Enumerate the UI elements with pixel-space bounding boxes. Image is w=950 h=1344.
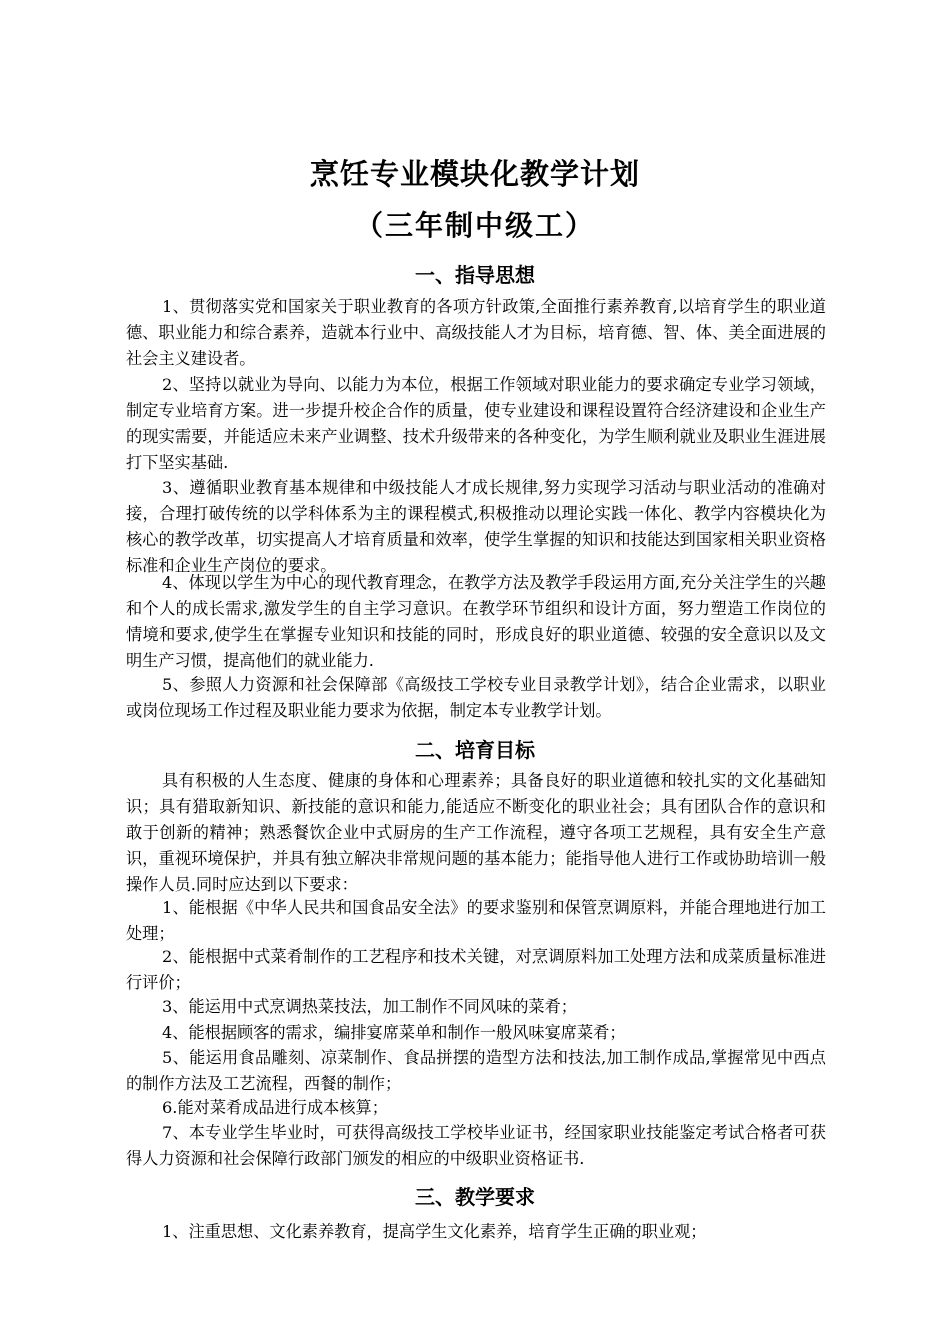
paragraph: 5、参照人力资源和社会保障部《高级技工学校专业目录教学计划》，结合企业需求，以职业或岗位现场工作过程及职业能力要求为依据，制定本专业教学计划。 xyxy=(126,675,826,720)
paragraph: 2、能根据中式菜肴制作的工艺程序和技术关键，对烹调原料加工处理方法和成菜质量标准进行评价； xyxy=(126,947,826,992)
paragraph: 6.能对菜肴成品进行成本核算； xyxy=(162,1098,388,1117)
paragraph: 1、能根据《中华人民共和国食品安全法》的要求鉴别和保管烹调原料，并能合理地进行加工处理； xyxy=(126,898,826,943)
paragraph: 3、遵循职业教育基本规律和中级技能人才成长规律,努力实现学习活动与职业活动的准确对接，合理打破传统的以学科体系为主的课程模式,积极推动以理论实践一体化、教学内容模块化为核心的教学改革，切实提高人才培育质量和效率，使学生掌握的知识和技能达到国家相关职业资格标准和企业生产岗位的要求。 xyxy=(126,478,826,575)
section-heading-training-objectives: 二、培育目标 xyxy=(415,738,535,762)
paragraph: 4、能根据顾客的需求，编排宴席菜单和制作一般风味宴席菜肴； xyxy=(162,1023,626,1042)
paragraph: 7、本专业学生毕业时，可获得高级技工学校毕业证书，经国家职业技能鉴定考试合格者可获得人力资源和社会保障行政部门颁发的相应的中级职业资格证书. xyxy=(126,1123,826,1168)
paragraph: 具有积极的人生态度、健康的身体和心理素养；具备良好的职业道德和较扎实的文化基础知识；具有猎取新知识、新技能的意识和能力,能适应不断变化的职业社会；具有团队合作的意识和敢于创新的精神；熟悉餐饮企业中式厨房的生产工作流程，遵守各项工艺规程，具有安全生产意识，重视环境保护，并具有独立解决非常规问题的基本能力；能指导他人进行工作或协助培训一般操作人员.同时应达到以下要求： xyxy=(126,771,826,894)
paragraph: 2、坚持以就业为导向、以能力为本位，根据工作领域对职业能力的要求确定专业学习领域，制定专业培育方案。进一步提升校企合作的质量，使专业建设和课程设置符合经济建设和企业生产的现实需要，并能适应未来产业调整、技术升级带来的各种变化，为学生顺利就业及职业生涯进展打下坚实基础. xyxy=(126,375,826,472)
paragraph: 4、体现以学生为中心的现代教育理念，在教学方法及教学手段运用方面,充分关注学生的兴趣和个人的成长需求,激发学生的自主学习意识。在教学环节组织和设计方面，努力塑造工作岗位的情境和要求,使学生在掌握专业知识和技能的同时，形成良好的职业道德、较强的安全意识以及文明生产习惯，提高他们的就业能力. xyxy=(126,573,826,670)
section-heading-guiding-ideology: 一、指导思想 xyxy=(415,263,535,287)
section-heading-teaching-requirements: 三、教学要求 xyxy=(415,1185,535,1209)
document-subtitle: （三年制中级工） xyxy=(354,209,595,242)
paragraph: 1、贯彻落实党和国家关于职业教育的各项方针政策,全面推行素养教育,以培育学生的职业道德、职业能力和综合素养，造就本行业中、高级技能人才为目标，培育德、智、体、美全面进展的社会主义建设者。 xyxy=(126,297,826,368)
paragraph: 3、能运用中式烹调热菜技法，加工制作不同风味的菜肴； xyxy=(162,997,577,1016)
paragraph: 5、能运用食品雕刻、凉菜制作、食品拼摆的造型方法和技法,加工制作成品,掌握常见中西点的制作方法及工艺流程，西餐的制作； xyxy=(126,1048,826,1093)
paragraph: 1、注重思想、文化素养教育，提高学生文化素养，培育学生正确的职业观； xyxy=(162,1222,707,1241)
document-title: 烹饪专业模块化教学计划 xyxy=(309,157,640,191)
